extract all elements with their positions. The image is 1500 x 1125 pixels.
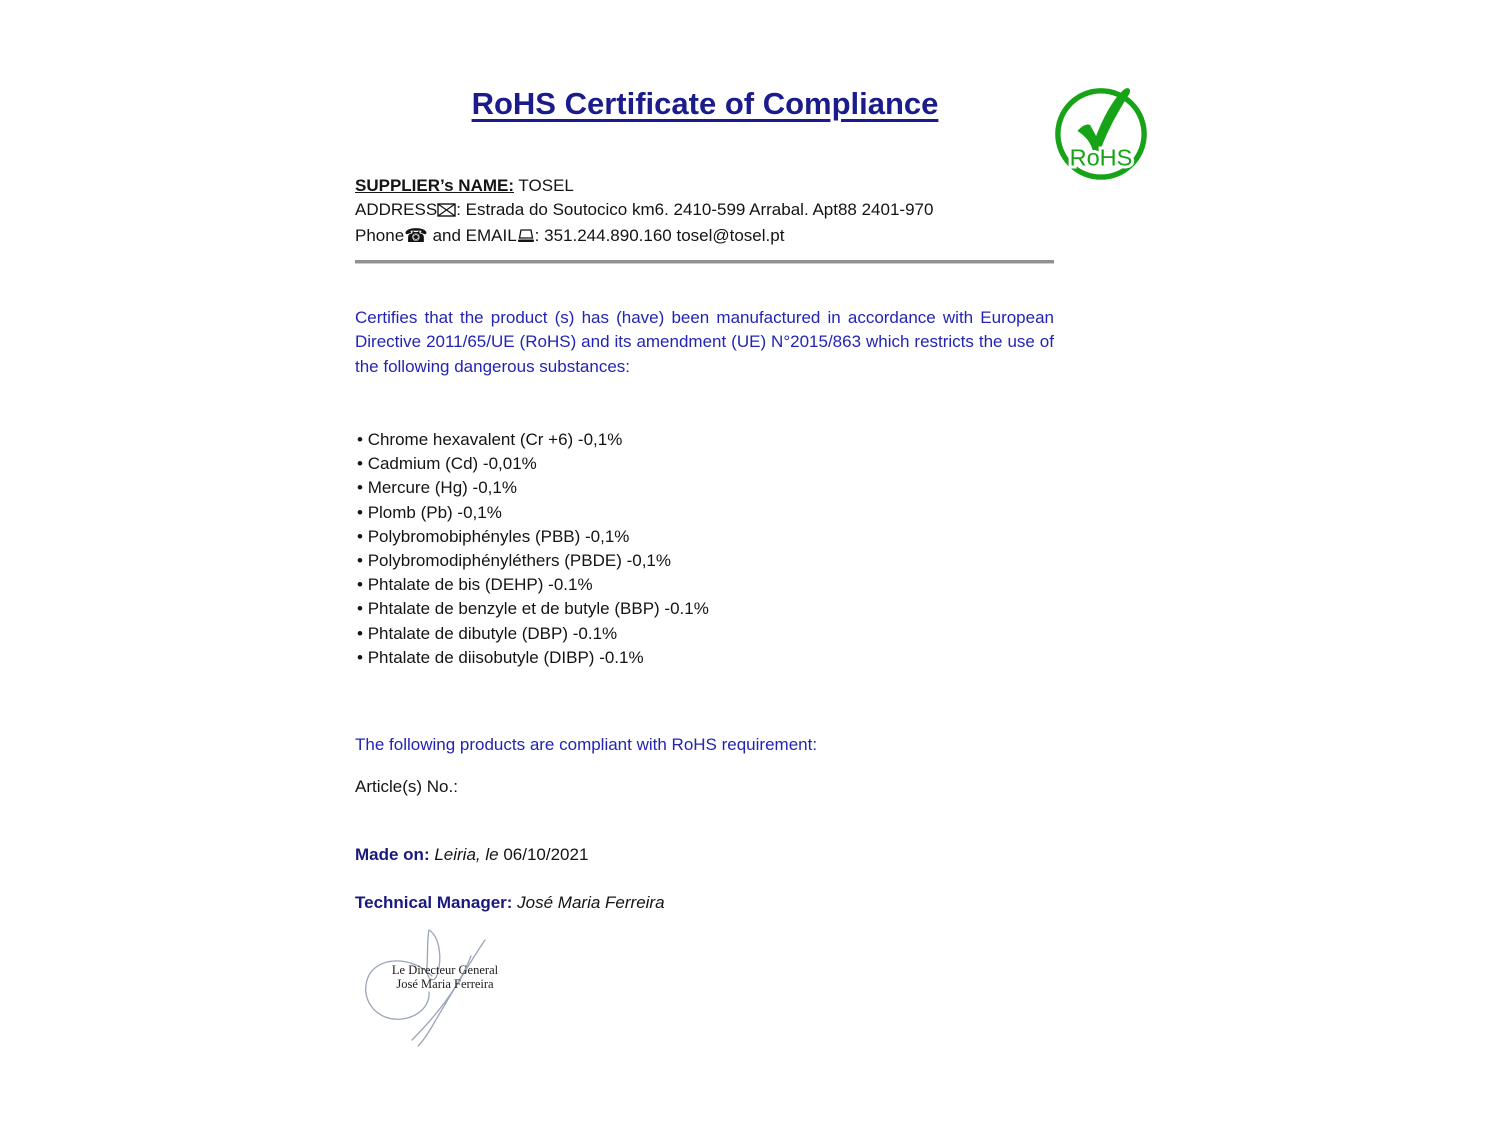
substances-list	[357, 428, 709, 670]
articles-label: Article(s) No.:	[355, 777, 458, 796]
made-on-date: 06/10/2021	[503, 845, 589, 864]
horizontal-divider	[355, 260, 1054, 263]
made-on-label: Made on:	[355, 845, 430, 864]
technical-manager-value: José Maria Ferreira	[512, 893, 665, 912]
substance-item: • Polybromobiphényles (PBB) -0,1%	[357, 525, 709, 549]
substance-item: • Phtalate de dibutyle (DBP) -0.1%	[357, 622, 709, 646]
rohs-check-icon	[1052, 80, 1150, 186]
substance-item: • Phtalate de diisobutyle (DIBP) -0.1%	[357, 646, 709, 670]
substance-item: • Cadmium (Cd) -0,01%	[357, 452, 709, 476]
email-label: and EMAIL	[427, 226, 517, 245]
signature-caption-line2: José Maria Ferreira	[396, 976, 494, 991]
certification-statement: Certifies that the product (s) has (have) been manufactured in accordance with European Directive 2011/65/UE (RoHS) and its amendment (UE) N°2015/863 which restricts the use of the following dangerous substances:	[355, 308, 1054, 376]
phone-label: Phone	[355, 226, 405, 245]
supplier-name-label: SUPPLIER’s NAME:	[355, 176, 515, 195]
signature-caption	[386, 964, 504, 991]
substance-item: • Polybromodiphényléthers (PBDE) -0,1%	[357, 549, 709, 573]
supplier-block	[355, 174, 933, 250]
supplier-address-line	[355, 198, 933, 224]
address-label: ADDRESS	[355, 200, 438, 219]
svg-text:RoHS: RoHS	[1069, 144, 1133, 171]
supplier-name-line	[355, 174, 933, 198]
signature-caption-line1: Le Directeur General	[391, 963, 499, 977]
envelope-icon	[437, 200, 456, 224]
contact-value: : 351.244.890.160 tosel@tosel.pt	[534, 226, 785, 245]
technical-manager-label: Technical Manager:	[355, 893, 513, 912]
made-on-place: Leiria, le	[429, 845, 504, 864]
address-value: : Estrada do Soutocico km6. 2410-599 Arrabal. Apt88 2401-970	[456, 200, 934, 219]
substance-item: • Phtalate de benzyle et de butyle (BBP) -0.1%	[357, 597, 709, 621]
supplier-name-value: TOSEL	[514, 176, 574, 195]
substance-item: • Plomb (Pb) -0,1%	[357, 501, 709, 525]
supplier-contact-line	[355, 224, 933, 250]
page-title: RoHS Certificate of Compliance	[471, 86, 939, 121]
signature-block	[350, 918, 520, 1063]
rohs-logo	[1052, 80, 1150, 186]
phone-icon: ☎	[404, 226, 428, 247]
substance-item: • Phtalate de bis (DEHP) -0.1%	[357, 573, 709, 597]
technical-manager-line	[355, 893, 665, 913]
substance-item: • Chrome hexavalent (Cr +6) -0,1%	[357, 428, 709, 452]
compliance-statement: The following products are compliant with RoHS requirement:	[355, 735, 818, 754]
substance-item: • Mercure (Hg) -0,1%	[357, 476, 709, 500]
made-on-line	[355, 845, 588, 865]
computer-icon	[517, 226, 535, 250]
